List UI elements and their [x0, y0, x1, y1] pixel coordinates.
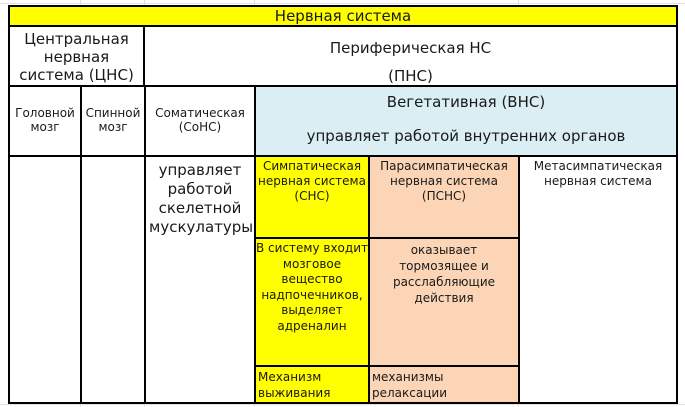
pns-title: Периферическая НС [329, 39, 492, 57]
grid-line [0, 404, 685, 405]
brain-cell [8, 155, 82, 404]
spinal-cord-header: Спинной мозг [80, 85, 146, 157]
somatic-header: Соматическая (СоНС) [144, 85, 256, 157]
somatic-desc: управляет работой скелетной мускулатуры [144, 155, 256, 404]
metasympathetic-header: Метасимпатическая нервная система [518, 155, 678, 404]
grid-line [0, 3, 685, 4]
sympathetic-mechanism: Механизм выживания [254, 365, 370, 404]
parasympathetic-header: Парасимпатическая нервная система (ПСНС) [368, 155, 520, 239]
vegetative-title: Вегетативная (ВНС) [386, 93, 546, 111]
sympathetic-header: Симпатическая нервная система (СНС) [254, 155, 370, 239]
pns-abbr: (ПНС) [388, 67, 433, 85]
parasympathetic-mechanism: механизмы релаксации [368, 365, 520, 404]
brain-header: Головной мозг [8, 85, 82, 157]
vegetative-header [254, 85, 678, 157]
vegetative-desc: управляет работой внутренних органов [306, 127, 626, 145]
pns-header [143, 25, 678, 87]
table-title: Нервная система [8, 5, 678, 27]
cns-header: Центральная нервная система (ЦНС) [8, 25, 145, 87]
spinal-cord-cell [80, 155, 146, 404]
parasympathetic-desc: оказывает тормозящее и расслабляющие действия [368, 237, 520, 367]
sympathetic-desc: В систему входит мозговое вещество надпочечников, выделяет адреналин [254, 237, 370, 367]
